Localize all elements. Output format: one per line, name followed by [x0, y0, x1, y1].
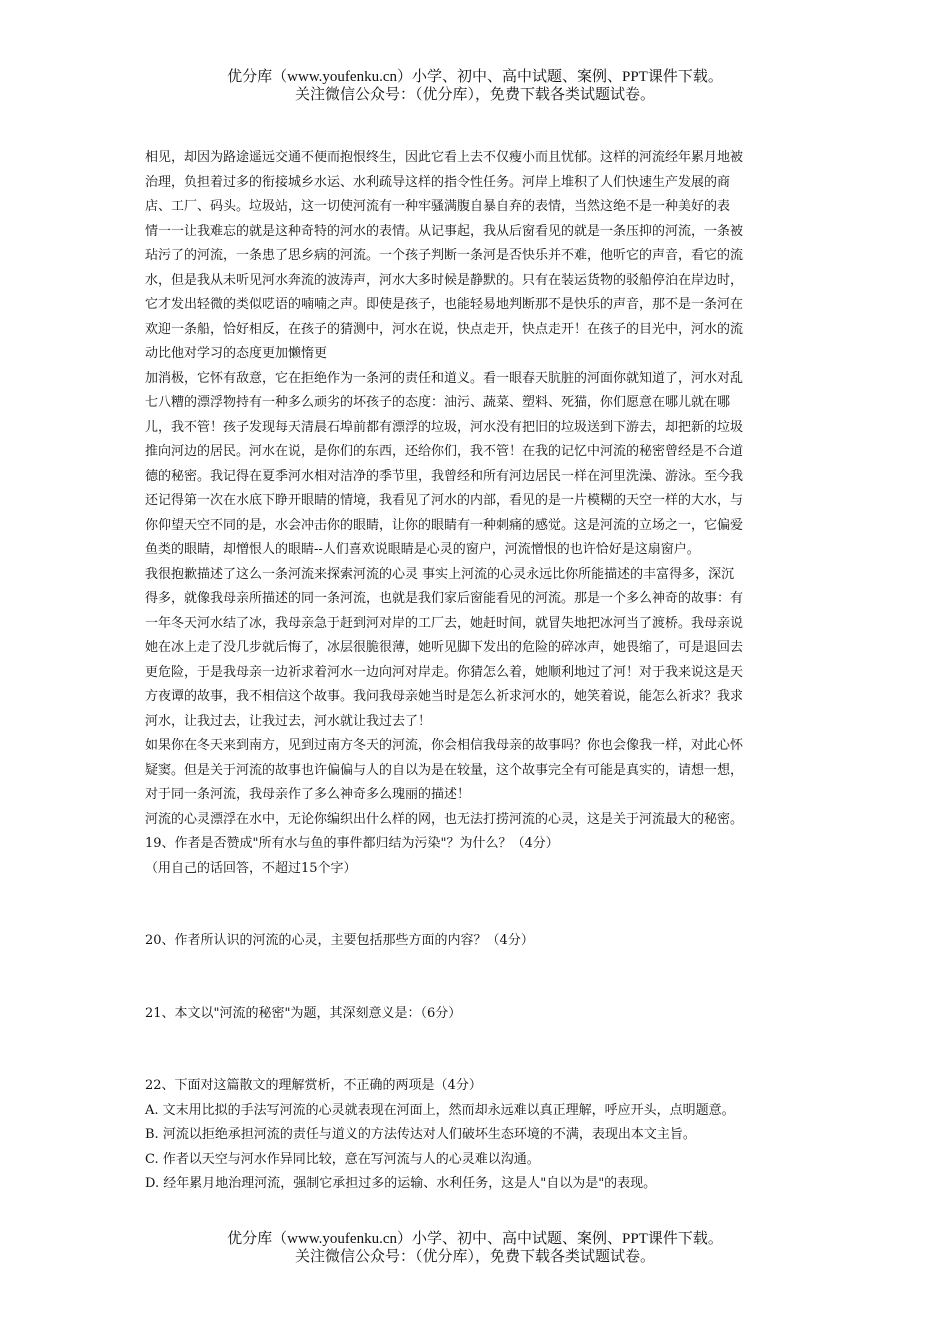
header-line-1: 优分库（www.youfenku.cn）小学、初中、高中试题、案例、PPT课件下载。: [227, 69, 723, 85]
passage-line: 情一一让我难忘的就是这种奇特的河水的表情。从记事起，我从后窗看见的就是一条压抑的河流，一条被: [145, 223, 744, 239]
question-22: 22、下面对这篇散文的理解赏析，不正确的两项是（4分）: [145, 1078, 482, 1093]
passage-line: 加消极，它怀有敌意，它在拒绝作为一条河的责任和道义。看一眼春天肮脏的河面你就知道了，河水对乱: [145, 370, 744, 386]
passage-line: 如果你在冬天来到南方，见到过南方冬天的河流，你会相信我母亲的故事吗？你也会像我一样，对此心怀: [145, 738, 744, 753]
passage-line: 鱼类的眼睛，却憎恨人的眼睛--人们喜欢说眼睛是心灵的窗户，河流憎恨的也许恰好是这扇窗户。: [145, 542, 700, 557]
passage-line: 河水，让我过去，让我过去，河水就让我过去了！: [145, 713, 432, 729]
passage-line: 它才发出轻微的类似呓语的喃喃之声。即使是孩子，也能轻易地判断那不是快乐的声音，那不是一条河在: [145, 297, 744, 312]
question-19-note: （用自己的话回答，不超过15个字）: [145, 860, 357, 876]
page-header: [0, 68, 950, 104]
passage-paragraph-5: [145, 808, 807, 833]
passage-paragraph-4: [145, 734, 807, 808]
answer-space: [145, 1026, 807, 1074]
passage-line: 你仰望天空不同的是，水会冲击你的眼睛，让你的眼睛有一种刺痛的感觉。这是河流的立场之一，它偏爱: [145, 517, 744, 533]
passage-line: 更危险，于是我母亲一边祈求着河水一边向河对岸走。你猜怎么着，她顺利地过了河！对于我来说这是天: [145, 664, 744, 680]
passage-line: 欢迎一条船，恰好相反，在孩子的猜测中，河水在说，快点走开，快点走开！在孩子的目光中，河水的流: [145, 321, 744, 337]
passage-line: 方夜谭的故事，我不相信这个故事。我问我母亲她当时是怎么祈求河水的，她笑着说，能怎么祈求？我求: [145, 689, 744, 704]
page-content: [145, 146, 807, 1197]
passage-line: 得多，就像我母亲所描述的同一条河流，也就是我们家后窗能看见的河流。那是一个多么神奇的故事：有: [145, 591, 744, 606]
passage-line: 治理，负担着过多的衔接城乡水运、水利疏导这样的指令性任务。河岸上堆积了人们快速生产发展的商: [145, 174, 731, 190]
passage-line: 水，但是我从未听见河水奔流的波涛声，河水大多时候是静默的。只有在装运货物的驳船停泊在岸边时，: [145, 272, 744, 288]
passage-line: 七八糟的漂浮物持有一种多么顽劣的坏孩子的态度：油污、蔬菜、塑料、死猫，你们愿意在哪儿就在哪: [145, 395, 731, 410]
question-20: 20、作者所认识的河流的心灵，主要包括那些方面的内容？（4分）: [145, 933, 534, 948]
passage-paragraph-2: [145, 367, 807, 563]
passage-line: 对于同一条河流，我母亲作了多么神奇多么瑰丽的描述！: [145, 787, 471, 802]
passage-line: 河流的心灵漂浮在水中，无论你编织出什么样的网，也无法打捞河流的心灵，这是关于河流最大的秘密。: [145, 811, 744, 827]
question-21: 21、本文以"河流的秘密"为题，其深刻意义是：（6分）: [145, 1005, 462, 1021]
question-19: 19、作者是否赞成"所有水与鱼的事件都归结为污染"？为什么？（4分）: [145, 836, 559, 851]
passage-line: 一年冬天河水结了冰，我母亲急于赶到河对岸的工厂去，她赶时间，就冒失地把冰河当了渡桥。我母亲说: [145, 615, 744, 631]
passage-line: 动比他对学习的态度更加懒惰更: [145, 346, 328, 361]
passage-paragraph-3: [145, 563, 807, 735]
passage-line: 推向河边的居民。河水在说，是你们的东西，还给你们，我不管！在我的记忆中河流的秘密曾经是不合道: [145, 444, 744, 459]
footer-line-1: 优分库（www.youfenku.cn）小学、初中、高中试题、案例、PPT课件下载。: [227, 1231, 723, 1247]
passage-line: 还记得第一次在水底下睁开眼睛的情境，我看见了河水的内部，看见的是一片模糊的天空一样的大水，与: [145, 493, 744, 508]
passage-line: 疑窦。但是关于河流的故事也许偏偏与人的自以为是在较量，这个故事完全有可能是真实的，请想一想，: [145, 762, 744, 778]
footer-line-2: 关注微信公众号：（优分库），免费下载各类试题试卷。: [294, 1249, 655, 1265]
passage-line: 玷污了的河流，一条患了思乡病的河流。一个孩子判断一条河是否快乐并不难，他听它的声音，看它的流: [145, 248, 744, 263]
passage-line: 儿，我不管！孩子发现每天清晨石埠前都有漂浮的垃圾，河水没有把旧的垃圾送到下游去，却把新的垃圾: [145, 419, 744, 435]
page-footer: [0, 1230, 950, 1266]
passage-paragraph-1: [145, 146, 807, 367]
question-22-option-d: D. 经年累月地治理河流，强制它承担过多的运输、水利任务，这是人"自以为是"的表现。: [145, 1176, 657, 1191]
passage-line: 我很抱歉描述了这么一条河流来探索河流的心灵 事实上河流的心灵永远比你所能描述的丰富得多，深沉: [145, 566, 735, 582]
passage-line: 德的秘密。我记得在夏季河水相对洁净的季节里，我曾经和所有河边居民一样在河里洗澡、游泳。至今我: [145, 468, 744, 484]
header-line-2: 关注微信公众号：（优分库），免费下载各类试题试卷。: [294, 87, 655, 103]
question-22-option-b: B. 河流以拒绝承担河流的责任与道义的方法传达对人们破坏生态环境的不满，表现出本文主旨。: [145, 1127, 696, 1142]
passage-line: 她在冰上走了没几步就后悔了，冰层很脆很薄，她听见脚下发出的危险的碎冰声，她畏缩了，可是退回去: [145, 640, 744, 655]
passage-line: 相见，却因为路途遥远交通不便而抱恨终生，因此它看上去不仅瘦小而且忧郁。这样的河流经年累月地被: [145, 150, 744, 165]
answer-space: [145, 881, 807, 929]
question-22-option-c: C. 作者以天空与河水作异同比较，意在写河流与人的心灵难以沟通。: [145, 1151, 540, 1167]
passage-line: 店、工厂、码头。垃圾站，这一切使河流有一种牢骚满腹自暴自弃的表情，当然这绝不是一种美好的表: [145, 199, 731, 214]
answer-space: [145, 954, 807, 1002]
question-22-option-a: A. 文末用比拟的手法写河流的心灵就表现在河面上，然而却永远难以真正理解，呼应开头，点明题意。: [145, 1102, 735, 1118]
